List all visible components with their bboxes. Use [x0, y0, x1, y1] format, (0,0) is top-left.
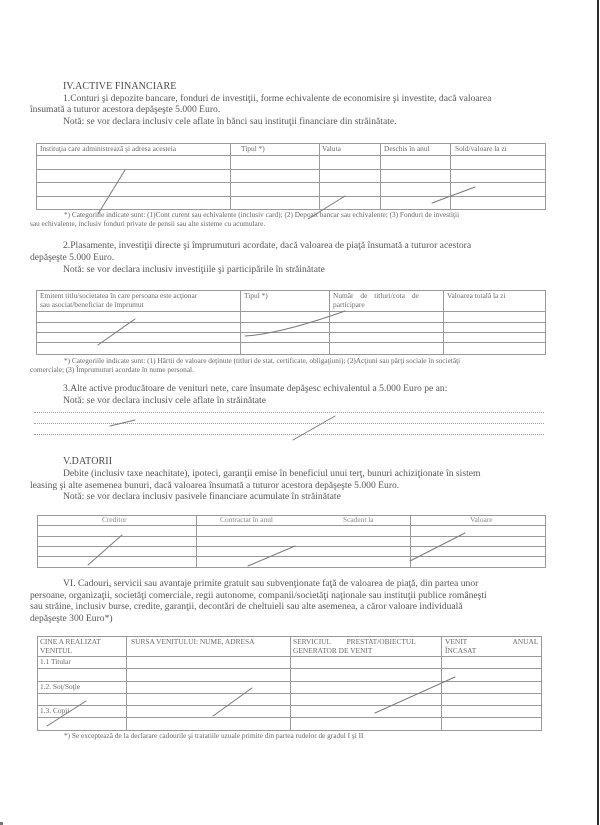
- col-header-contracted-year: Contractat în anul: [220, 515, 273, 524]
- item2-footnote-line1: *) Categoriile indicate sunt: (1) Hârtii de valoare deţinute (titluri de stat, certificate, obligaţiuni); (2)Acţiuni sau părţi sociale în societăţi: [64, 356, 461, 365]
- row-label-titular: 1.1 Titular: [40, 657, 71, 666]
- col-header-share-count: Număr de titluri/cota de: [333, 291, 419, 300]
- section-vi-text-line2: persoane, organizaţii, societăţi comerciale, regii autonome, companii/societăţi naţionale sau instituţii publice româneşti: [30, 590, 487, 601]
- item2-text-line2: depăşeşte 5.000 Euro.: [30, 252, 115, 263]
- col-header-institution: Instituţia care administrează şi adresa acesteia: [40, 144, 177, 153]
- item2-text-line1: 2.Plasamente, investiţii directe şi împrumuturi acordate, dacă valoarea de piaţă însumată a tuturor acestora: [63, 240, 472, 251]
- dotted-line: [34, 412, 544, 413]
- dotted-line: [34, 423, 544, 424]
- col-header-service: SERVICIUL PRESTAT/OBIECTUL: [293, 637, 416, 646]
- row-label-children: 1.3. Copii: [40, 706, 70, 715]
- section-vi-footnote: *) Se exceptează de la declarare cadourile şi tratatiile uzuale primite din partea rudelor de gradul I şi II: [64, 731, 364, 740]
- section-iv-title: IV.ACTIVE FINANCIARE: [63, 81, 177, 92]
- col-header-who-line2: VENITUL: [40, 646, 73, 655]
- item3-text: 3.Alte active producătoare de venituri nete, care însumate depăşesc echivalentul a 5.000 Euro pe an:: [63, 383, 448, 394]
- col-header-total-value: Valoarea totală la zi: [447, 291, 506, 300]
- col-header-income-line2: ÎNCASAT: [445, 646, 477, 655]
- pen-strike: [432, 187, 475, 203]
- item1-note: Notă: se vor declara inclusiv cele aflate în bănci sau instituţii financiare din străinătate.: [63, 116, 397, 127]
- col-header-issuer: Emitent titlu/societatea în care persoana este acţionar: [40, 291, 198, 300]
- item1-text-line1: 1.Conturi şi depozite bancare, fonduri de investiţii, forme echivalente de economisire şi investite, dacă valoarea: [63, 93, 492, 104]
- section-v-text-line1: Debite (inclusiv taxe neachitate), ipoteci, garanţii emise în beneficiul unui terţ, bunuri achiziţionate în sistem: [63, 468, 481, 479]
- item1-footnote-line2: sau echivalente, inclusiv fonduri private de pensii sau alte sisteme cu acumulare.: [30, 219, 266, 228]
- section-vi-text-line3: sau străine, inclusiv burse, credite, garanţii, decontări de cheltuieli sau alte asemenea, a căror valoare individuală: [30, 601, 463, 612]
- col-header-share-count-line2: participare: [333, 300, 365, 309]
- item2-note: Notă: se vor declara inclusiv investiţiile şi participările în străinătate: [63, 264, 325, 275]
- col-header-opened-year: Deschis în anul: [384, 144, 430, 153]
- col-header-type: Tipul *): [241, 144, 265, 153]
- col-header-issuer-line2: sau asociat/beneficiar de împrumut: [40, 300, 144, 309]
- row-label-spouse: 1.2. Soţ/Soţie: [40, 682, 81, 691]
- page-edge: [597, 0, 599, 825]
- col-header-balance: Sold/valoare la zi: [455, 144, 507, 153]
- item1-text-line2: însumată a tuturor acestora depăşeşte 5.000 Euro.: [30, 104, 221, 115]
- pen-strike: [293, 416, 335, 440]
- dotted-line: [34, 434, 544, 435]
- pen-strike: [88, 535, 122, 565]
- item3-note: Notă: se vor declara inclusiv cele aflate în străinătate: [63, 395, 266, 406]
- section-v-note: Notă: se vor declara inclusiv pasivele financiare acumulate în străinătate: [63, 491, 341, 502]
- item1-footnote-line1: *) Categoriile indicate sunt: (1)Cont curent sau echivalente (inclusiv card); (2) Depozit bancar sau echivalente; (3) Fonduri de investiţii: [64, 210, 460, 219]
- col-header-currency: Valuta: [322, 144, 341, 153]
- col-header-who: CINE A REALIZAT: [40, 637, 101, 646]
- col-header-creditor: Creditor: [102, 515, 127, 524]
- section-v-text-line2: leasing şi alte asemenea bunuri, dacă valoarea însumată a tuturor acestora depăşeşte 5.000 Euro.: [30, 480, 400, 491]
- section-v-title: V.DATORII: [63, 456, 113, 467]
- section-vi-text-line1: VI. Cadouri, servicii sau avantaje primite gratuit sau subvenţionate faţă de valoarea de piaţă, din partea unor: [63, 578, 479, 589]
- item2-footnote-line2: comerciale; (3) Împrumuturi acordate în nume personal.: [30, 365, 194, 374]
- pen-strike: [375, 677, 455, 713]
- col-header-type: Tipul *): [244, 291, 268, 300]
- col-header-due-date: Scadent la: [343, 515, 374, 524]
- col-header-service-line2: GENERATOR DE VENIT: [293, 646, 373, 655]
- col-header-income: VENIT ANUAL: [445, 637, 539, 646]
- section-vi-text-line4: depăşeşte 300 Euro*): [30, 613, 113, 624]
- pen-strike: [98, 170, 125, 214]
- col-header-value: Valoare: [470, 515, 493, 524]
- col-header-source: SURSA VENITULUI: NUME, ADRESA: [131, 637, 255, 646]
